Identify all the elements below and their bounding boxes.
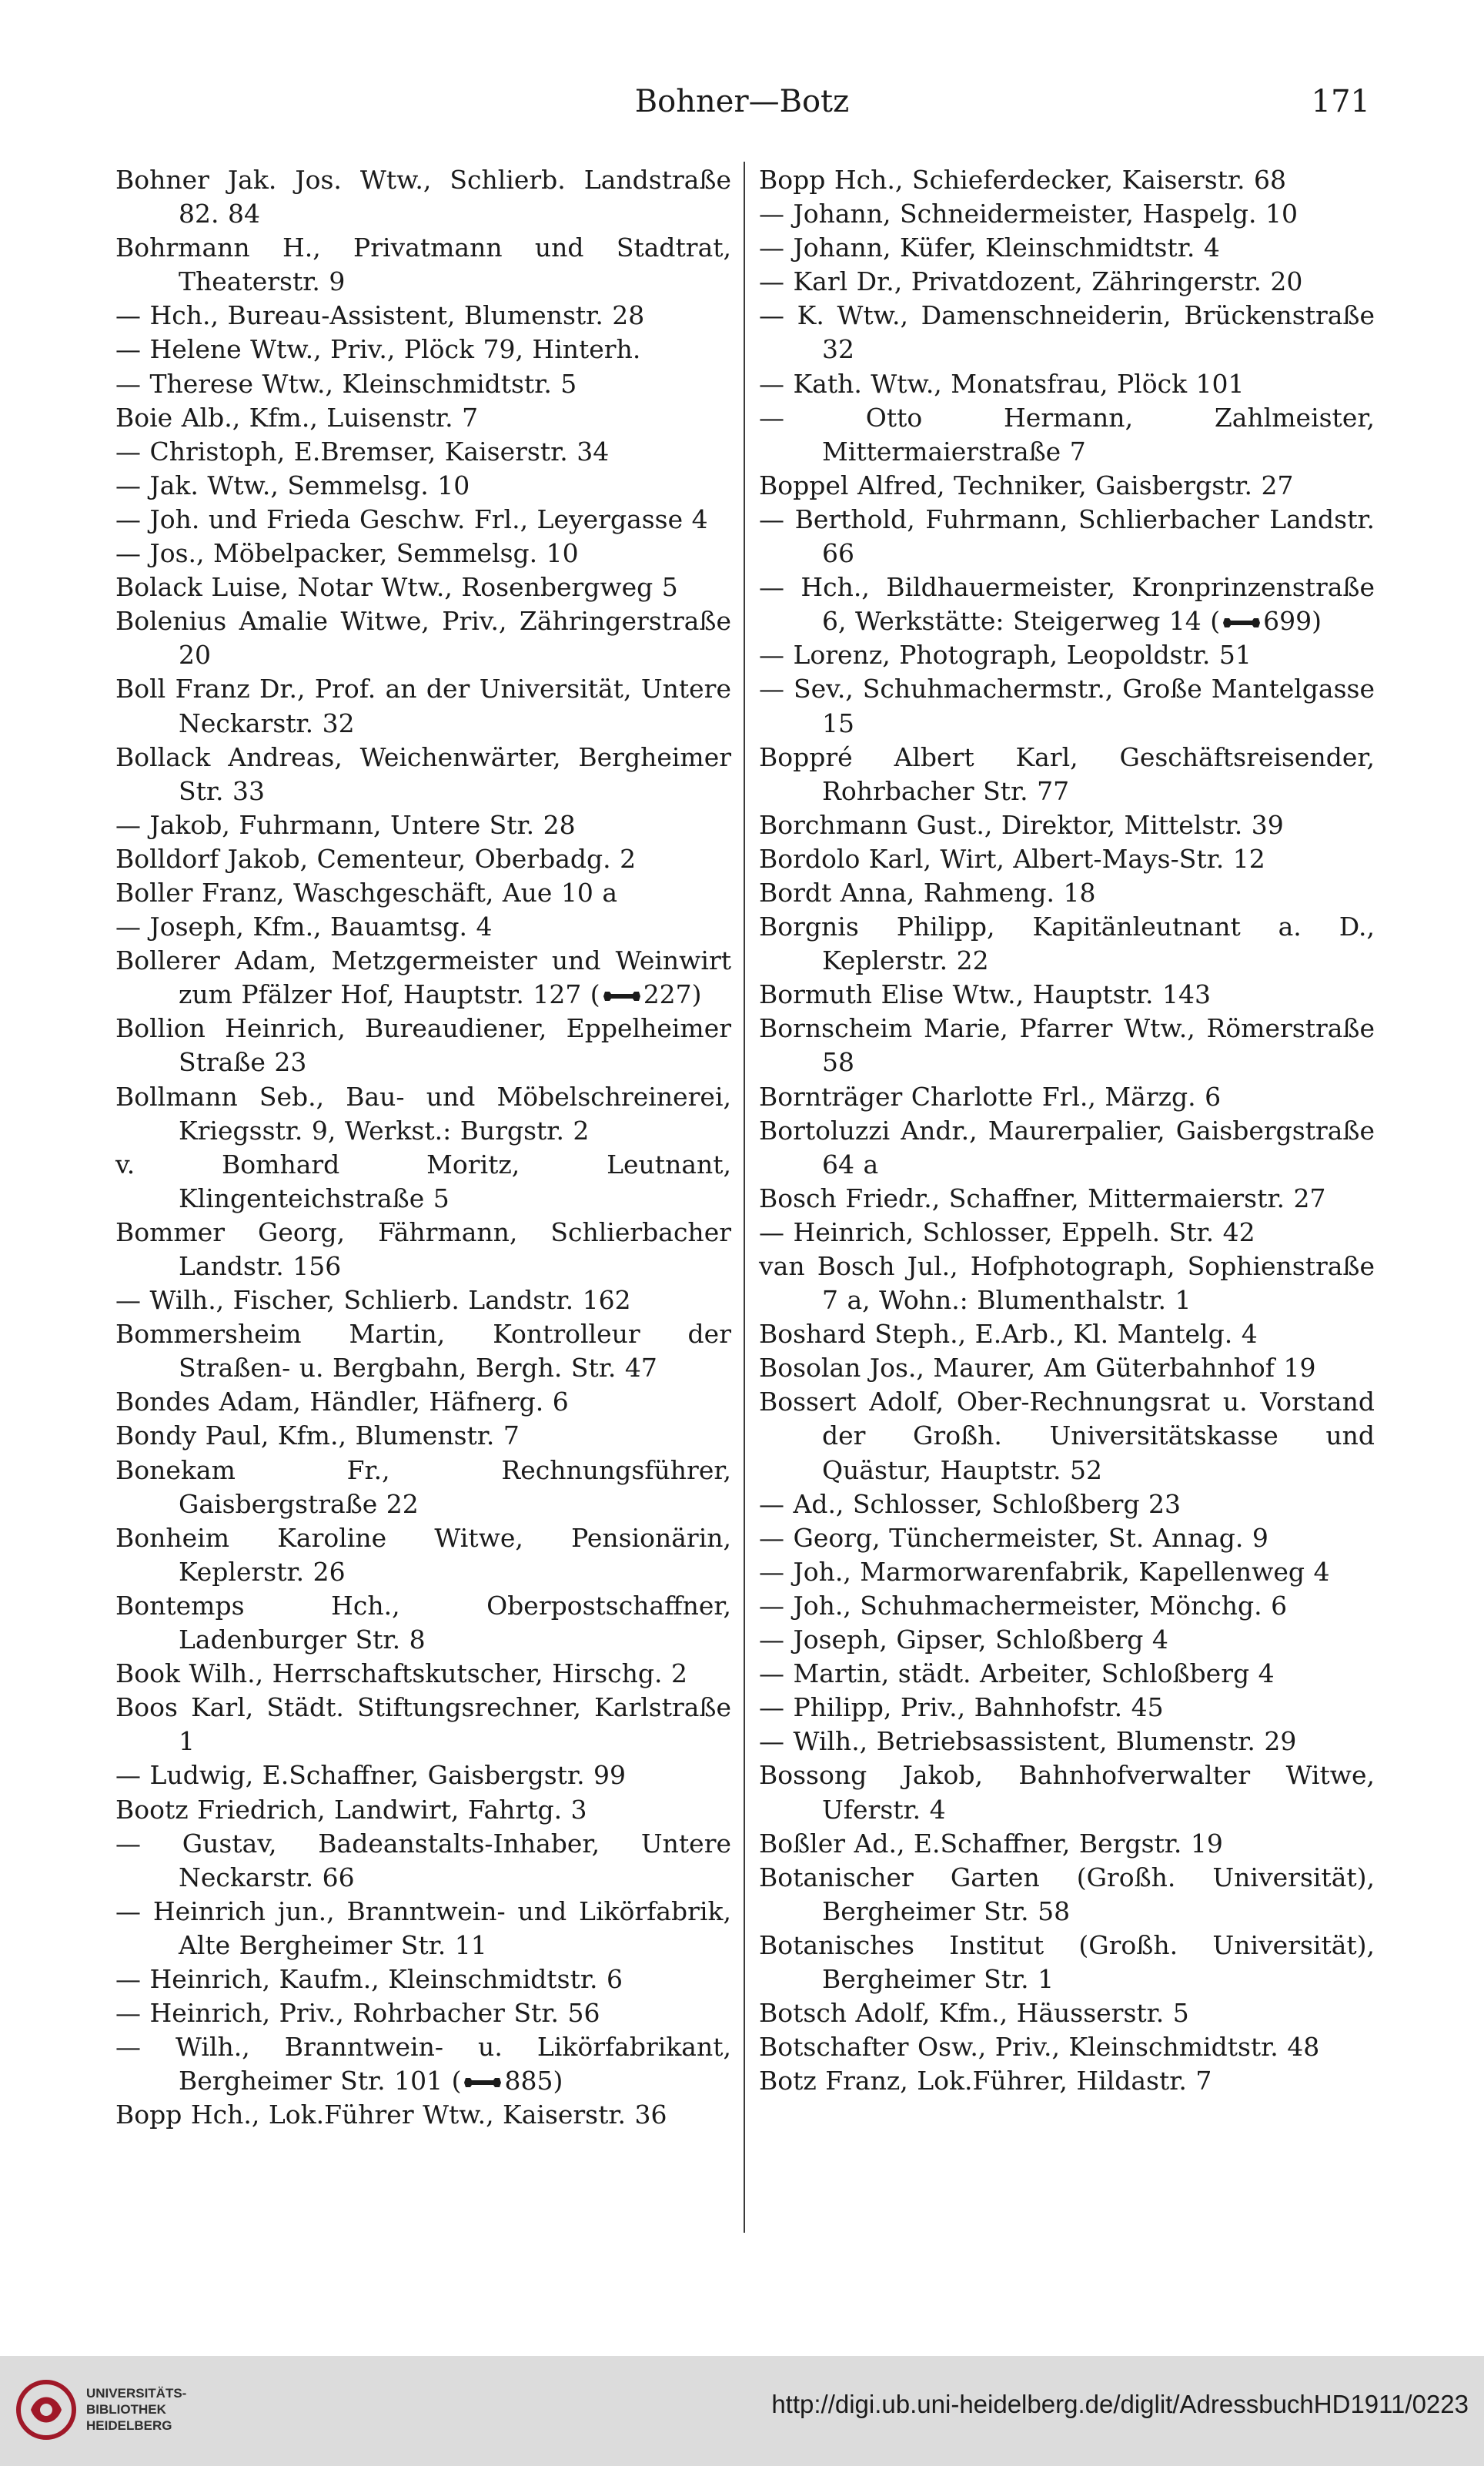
telephone-icon (602, 989, 642, 1004)
entry-text: Bootz Friedrich, Landwirt, Fahrtg. 3 (115, 1794, 587, 1825)
directory-entry (115, 1996, 731, 2030)
directory-entry (115, 299, 731, 333)
entry-text: Botanisches Institut (Großh. Universität), Bergheimer Str. 1 (759, 1929, 1375, 1994)
entry-text: — Sev., Schuhmachermstr., Große Mantelgasse 15 (759, 674, 1375, 738)
directory-entry (115, 1283, 731, 1317)
directory-entry (759, 1657, 1375, 1691)
directory-entry (115, 1589, 731, 1657)
directory-entry (759, 910, 1375, 978)
entry-text: Bonheim Karoline Witwe, Pensionärin, Keplerstr. 26 (115, 1522, 731, 1587)
entry-text: — Johann, Schneidermeister, Haspelg. 10 (759, 199, 1298, 229)
directory-entry (759, 638, 1375, 672)
directory-entry (115, 163, 731, 231)
directory-entry (759, 1623, 1375, 1657)
library-logo-icon (14, 2377, 79, 2442)
entry-text: Bornscheim Marie, Pfarrer Wtw., Römerstraße 58 (759, 1013, 1375, 1078)
entry-text: — Ludwig, E.Schaffner, Gaisbergstr. 99 (115, 1760, 627, 1791)
entry-text: Bossong Jakob, Bahnhofverwalter Witwe, Uferstr. 4 (759, 1760, 1375, 1825)
library-logo-line: HEIDELBERG (86, 2418, 172, 2433)
entry-text: — Georg, Tünchermeister, St. Annag. 9 (759, 1522, 1268, 1553)
directory-entry (759, 842, 1375, 876)
directory-entry (759, 876, 1375, 910)
entry-text: — Karl Dr., Privatdozent, Zähringerstr. 20 (759, 266, 1303, 297)
directory-entry (759, 265, 1375, 299)
directory-entry (115, 672, 731, 740)
directory-entry (115, 808, 731, 842)
directory-entry (115, 1454, 731, 1521)
entry-text: Bordolo Karl, Wirt, Albert-Mays-Str. 12 (759, 843, 1265, 874)
entry-text: — Lorenz, Photograph, Leopoldstr. 51 (759, 640, 1252, 671)
entry-text: v. Bomhard Moritz, Leutnant, Klingenteichstraße 5 (115, 1149, 731, 1213)
directory-entry (759, 401, 1375, 469)
directory-entry (759, 1996, 1375, 2030)
directory-entry (115, 1691, 731, 1758)
directory-entry (115, 1419, 731, 1453)
directory-entry (759, 1691, 1375, 1725)
directory-entry (115, 1895, 731, 1962)
entry-text: Bondy Paul, Kfm., Blumenstr. 7 (115, 1420, 520, 1451)
entry-text: — Jos., Möbelpacker, Semmelsg. 10 (115, 538, 579, 569)
entry-text: Bolenius Amalie Witwe, Priv., Zähringerstraße 20 (115, 606, 731, 671)
entry-text: — Heinrich jun., Branntwein- und Likörfabrik, Alte Bergheimer Str. 11 (115, 1896, 731, 1960)
directory-entry (115, 1385, 731, 1419)
directory-entry (115, 842, 731, 876)
library-logo-line: UNIVERSITÄTS- (86, 2386, 187, 2401)
directory-entry (115, 2098, 731, 2132)
directory-entry (115, 570, 731, 604)
entry-text: — Heinrich, Priv., Rohrbacher Str. 56 (115, 1998, 600, 2029)
entry-text: — Joseph, Gipser, Schloßberg 4 (759, 1624, 1168, 1655)
library-logo-text (86, 2385, 186, 2434)
directory-entry (115, 910, 731, 944)
directory-entry (115, 1080, 731, 1148)
directory-entry (759, 1589, 1375, 1623)
directory-entry (115, 435, 731, 469)
source-url-link[interactable]: http://digi.ub.uni-heidelberg.de/diglit/AdressbuchHD1911/0223 (771, 2390, 1469, 2418)
entry-text: Bosolan Jos., Maurer, Am Güterbahnhof 19 (759, 1353, 1316, 1384)
directory-entry (115, 401, 731, 435)
entry-text: — Jak. Wtw., Semmelsg. 10 (115, 470, 470, 500)
entry-text: — Jakob, Fuhrmann, Untere Str. 28 (115, 809, 576, 840)
entry-text: — Heinrich, Kaufm., Kleinschmidtstr. 6 (115, 1963, 623, 1994)
column-divider (744, 162, 745, 2233)
directory-entry (759, 503, 1375, 570)
entry-text: Boppel Alfred, Techniker, Gaisbergstr. 27 (759, 470, 1294, 500)
entry-text: Bortoluzzi Andr., Maurerpalier, Gaisbergstraße 64 a (759, 1115, 1375, 1179)
directory-entry (759, 1521, 1375, 1555)
entry-text: — Heinrich, Schlosser, Eppelh. Str. 42 (759, 1216, 1255, 1247)
running-header: Bohner—Botz (634, 84, 850, 119)
entry-text: Bollion Heinrich, Bureaudiener, Eppelheimer Straße 23 (115, 1013, 731, 1078)
entry-text: — Berthold, Fuhrmann, Schlierbacher Landstr. 66 (759, 504, 1375, 569)
directory-entry (759, 367, 1375, 401)
left-column (115, 163, 731, 2132)
entry-text: Bossert Adolf, Ober-Rechnungsrat u. Vorstand der Großh. Universitätskasse und Quästur, Hauptstr. 52 (759, 1387, 1375, 1485)
directory-entry (759, 1758, 1375, 1826)
directory-entry (759, 163, 1375, 197)
entry-text: — Hch., Bureau-Assistent, Blumenstr. 28 (115, 300, 645, 331)
directory-entry (115, 2030, 731, 2098)
entry-text: Boll Franz Dr., Prof. an der Universität, Untere Neckarstr. 32 (115, 674, 731, 738)
directory-entry (759, 808, 1375, 842)
directory-entry (759, 2030, 1375, 2064)
directory-entry (115, 537, 731, 570)
entry-text: Bollmann Seb., Bau- und Möbelschreinerei, Kriegsstr. 9, Werkst.: Burgstr. 2 (115, 1081, 731, 1146)
entry-text: — Otto Hermann, Zahlmeister, Mittermaierstraße 7 (759, 402, 1375, 467)
directory-entry (759, 1929, 1375, 1996)
entry-text: Bohrmann H., Privatmann und Stadtrat, Theaterstr. 9 (115, 233, 731, 297)
entry-text: — Christoph, E.Bremser, Kaiserstr. 34 (115, 436, 610, 467)
entry-text: Bommersheim Martin, Kontrolleur der Straßen- u. Bergbahn, Bergh. Str. 47 (115, 1319, 731, 1384)
entry-text: — Helene Wtw., Priv., Plöck 79, Hinterh. (115, 334, 641, 365)
directory-entry (115, 1012, 731, 1079)
telephone-icon (463, 2075, 503, 2090)
directory-entry (759, 231, 1375, 265)
entry-text: Botschafter Osw., Priv., Kleinschmidtstr. 48 (759, 2032, 1320, 2063)
directory-entry (759, 1250, 1375, 1317)
entry-text: Bondes Adam, Händler, Häfnerg. 6 (115, 1387, 569, 1417)
entry-text: Borchmann Gust., Direktor, Mittelstr. 39 (759, 809, 1284, 840)
directory-entry (759, 1012, 1375, 1079)
entry-text: Bommer Georg, Fährmann, Schlierbacher Landstr. 156 (115, 1216, 731, 1281)
entry-text: — Therese Wtw., Kleinschmidtstr. 5 (115, 368, 577, 399)
entry-text: — Hch., Bildhauermeister, Kronprinzenstraße 6, Werkstätte: Steigerweg 14 ( (759, 572, 1375, 637)
entry-text: — Joh., Schuhmachermeister, Mönchg. 6 (759, 1590, 1288, 1621)
entry-text: Bormuth Elise Wtw., Hauptstr. 143 (759, 979, 1211, 1010)
entry-text: Bopp Hch., Schieferdecker, Kaiserstr. 68 (759, 165, 1287, 195)
entry-text: 699) (1263, 606, 1322, 637)
entry-text: — Johann, Küfer, Kleinschmidtstr. 4 (759, 233, 1220, 263)
entry-text: Boie Alb., Kfm., Luisenstr. 7 (115, 402, 479, 433)
entry-text: Bollack Andreas, Weichenwärter, Bergheimer Str. 33 (115, 741, 731, 806)
page-number: 171 (1311, 84, 1370, 119)
directory-entry (115, 469, 731, 503)
directory-entry (759, 672, 1375, 740)
directory-entry (115, 367, 731, 401)
directory-entry (759, 299, 1375, 366)
entry-text: Boshard Steph., E.Arb., Kl. Mantelg. 4 (759, 1319, 1258, 1350)
entry-text: Botz Franz, Lok.Führer, Hildastr. 7 (759, 2066, 1212, 2096)
library-logo-line: BIBLIOTHEK (86, 2402, 166, 2417)
entry-text: — Ad., Schlosser, Schloßberg 23 (759, 1488, 1182, 1519)
directory-entry (115, 1827, 731, 1895)
directory-entry (759, 1861, 1375, 1929)
entry-text: 227) (643, 979, 702, 1010)
entry-text: Bolldorf Jakob, Cementeur, Oberbadg. 2 (115, 843, 637, 874)
footer-bar (0, 2356, 1484, 2466)
entry-text: Bolack Luise, Notar Wtw., Rosenbergweg 5 (115, 572, 678, 603)
entry-text: Bontemps Hch., Oberpostschaffner, Ladenburger Str. 8 (115, 1590, 731, 1655)
entry-text: Bopp Hch., Lok.Führer Wtw., Kaiserstr. 36 (115, 2100, 667, 2130)
entry-text: Botsch Adolf, Kfm., Häusserstr. 5 (759, 1998, 1189, 2029)
right-column (759, 163, 1375, 2098)
entry-text: Boller Franz, Waschgeschäft, Aue 10 a (115, 877, 618, 908)
entry-text: van Bosch Jul., Hofphotograph, Sophienstraße 7 a, Wohn.: Blumenthalstr. 1 (759, 1251, 1375, 1316)
directory-entry (115, 1793, 731, 1827)
directory-entry (115, 876, 731, 910)
directory-entry (759, 197, 1375, 231)
entry-text: Borgnis Philipp, Kapitänleutnant a. D., Keplerstr. 22 (759, 912, 1375, 976)
directory-entry (115, 1317, 731, 1385)
directory-entry (115, 231, 731, 299)
directory-entry (115, 1962, 731, 1996)
entry-text: Bosch Friedr., Schaffner, Mittermaierstr. 27 (759, 1183, 1326, 1213)
directory-entry (115, 1758, 731, 1792)
entry-text: Boppré Albert Karl, Geschäftsreisender, Rohrbacher Str. 77 (759, 741, 1375, 806)
entry-text: 885) (504, 2066, 563, 2096)
directory-entry (759, 1555, 1375, 1589)
entry-text: Bollerer Adam, Metzgermeister und Weinwirt zum Pfälzer Hof, Hauptstr. 127 ( (115, 945, 731, 1010)
directory-entry (759, 1216, 1375, 1250)
entry-text: — K. Wtw., Damenschneiderin, Brückenstraße 32 (759, 300, 1375, 365)
directory-entry (759, 2064, 1375, 2098)
entry-text: — Gustav, Badeanstalts-Inhaber, Untere Neckarstr. 66 (115, 1828, 731, 1892)
directory-entry (759, 1080, 1375, 1114)
entry-text: — Philipp, Priv., Bahnhofstr. 45 (759, 1692, 1164, 1723)
entry-text: — Joseph, Kfm., Bauamtsg. 4 (115, 912, 493, 942)
directory-entry (115, 333, 731, 366)
directory-entry (759, 1351, 1375, 1385)
directory-entry (759, 570, 1375, 638)
entry-text: Boos Karl, Städt. Stiftungsrechner, Karlstraße 1 (115, 1692, 731, 1757)
directory-entry (115, 1216, 731, 1283)
directory-entry (115, 1148, 731, 1216)
entry-text: Book Wilh., Herrschaftskutscher, Hirschg. 2 (115, 1658, 687, 1689)
entry-text: — Kath. Wtw., Monatsfrau, Plöck 101 (759, 368, 1245, 399)
entry-text: Bonekam Fr., Rechnungsführer, Gaisbergstraße 22 (115, 1454, 731, 1519)
directory-entry (115, 944, 731, 1012)
directory-entry (759, 1725, 1375, 1758)
directory-entry (115, 503, 731, 537)
directory-entry (759, 1385, 1375, 1487)
entry-text: Bordt Anna, Rahmeng. 18 (759, 877, 1096, 908)
telephone-icon (1222, 615, 1262, 631)
directory-entry (115, 741, 731, 808)
directory-entry (759, 1827, 1375, 1861)
entry-text: — Joh. und Frieda Geschw. Frl., Leyergasse 4 (115, 504, 708, 534)
entry-text: Bornträger Charlotte Frl., Märzg. 6 (759, 1081, 1222, 1112)
entry-text: Botanischer Garten (Großh. Universität), Bergheimer Str. 58 (759, 1862, 1375, 1926)
directory-entry (759, 1487, 1375, 1521)
directory-entry (115, 1657, 731, 1691)
entry-text: — Wilh., Fischer, Schlierb. Landstr. 162 (115, 1285, 631, 1316)
directory-entry (759, 741, 1375, 808)
entry-text: — Wilh., Betriebsassistent, Blumenstr. 29 (759, 1726, 1297, 1757)
entry-text: — Wilh., Branntwein- u. Likörfabrikant, Bergheimer Str. 101 ( (115, 2032, 731, 2096)
directory-entry (115, 604, 731, 672)
entry-text: — Martin, städt. Arbeiter, Schloßberg 4 (759, 1658, 1275, 1689)
entry-text: Bohner Jak. Jos. Wtw., Schlierb. Landstraße 82. 84 (115, 165, 731, 229)
entry-text: — Joh., Marmorwarenfabrik, Kapellenweg 4 (759, 1556, 1330, 1587)
directory-entry (759, 1317, 1375, 1351)
directory-entry (759, 469, 1375, 503)
entry-text: Boßler Ad., E.Schaffner, Bergstr. 19 (759, 1828, 1223, 1859)
directory-entry (115, 1521, 731, 1589)
directory-entry (759, 1114, 1375, 1182)
directory-entry (759, 1182, 1375, 1216)
directory-entry (759, 978, 1375, 1012)
